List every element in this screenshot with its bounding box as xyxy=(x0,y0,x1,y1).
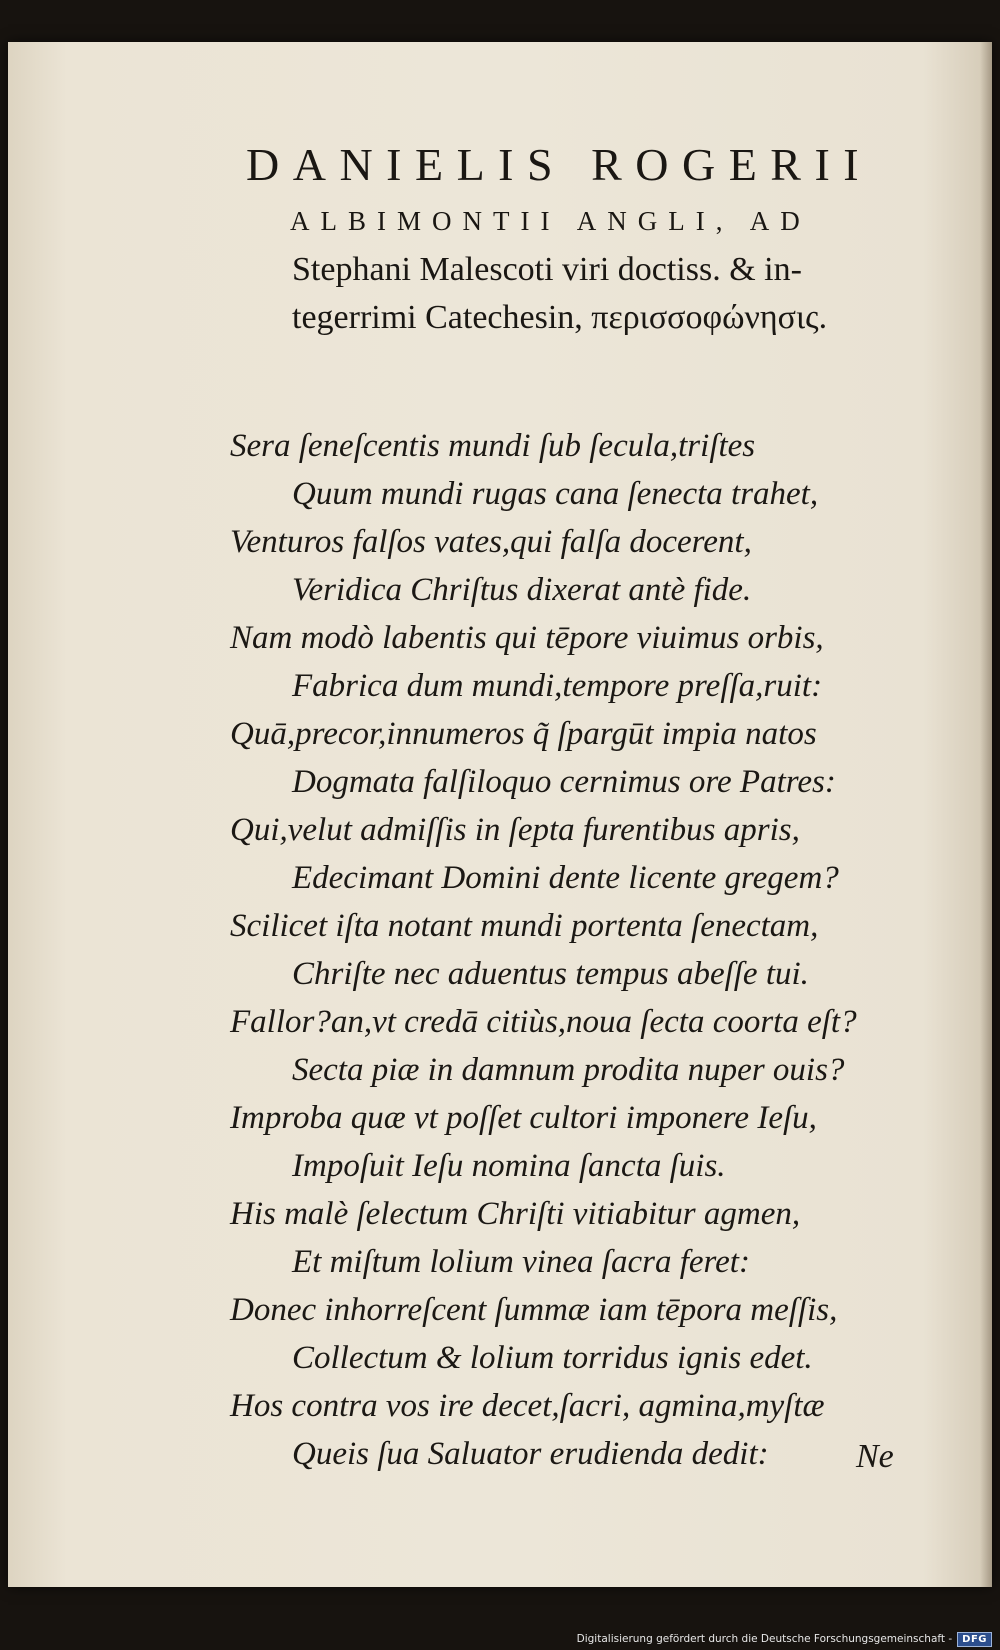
poem-line: His malè ſelectum Chriſti vitiabitur agmen, xyxy=(230,1196,801,1232)
footer-credit-text: Digitalisierung gefördert durch die Deutsche Forschungsgemeinschaft - xyxy=(576,1633,953,1645)
heading-dedication-line2: tegerrimi Catechesin, περισσοφώνησις. xyxy=(292,299,828,336)
poem-line: Fabrica dum mundi,tempore preſſa,ruit: xyxy=(292,668,823,704)
heading-author-name: DANIELIS ROGERII xyxy=(246,139,873,190)
poem-line: Queis ſua Saluator erudienda dedit: xyxy=(292,1436,769,1472)
page-heading xyxy=(246,134,926,342)
poem-line: Dogmata falſiloquo cernimus ore Patres: xyxy=(292,764,836,800)
poem-line: Sera ſeneſcentis mundi ſub ſecula,triſtes xyxy=(230,428,756,464)
dfg-logo: DFG xyxy=(957,1632,992,1647)
poem-line: Quā,precor,innumeros q̃ ſpargūt impia natos xyxy=(230,716,817,752)
catchword: Ne xyxy=(856,1438,894,1475)
poem-line: Donec inhorreſcent ſummæ iam tēpora meſſis, xyxy=(230,1292,838,1328)
poem-line: Qui,velut admiſſis in ſepta furentibus apris, xyxy=(230,812,800,848)
poem-line: Fallor?an,vt credā citiùs,noua ſecta coorta eſt? xyxy=(230,1004,857,1040)
poem-line: Impoſuit Ieſu nomina ſancta ſuis. xyxy=(292,1148,726,1184)
digitization-footer xyxy=(577,1630,992,1648)
poem-line: Scilicet iſta notant mundi portenta ſenectam, xyxy=(230,908,819,944)
book-page xyxy=(8,42,992,1587)
poem-line: Quum mundi rugas cana ſenecta trahet, xyxy=(292,476,819,512)
poem-line: Improba quæ vt poſſet cultori imponere Ieſu, xyxy=(230,1100,817,1136)
poem-line: Edecimant Domini dente licente gregem? xyxy=(292,860,839,896)
poem-line: Collectum & lolium torridus ignis edet. xyxy=(292,1340,813,1376)
poem-line: Chriſte nec aduentus tempus abeſſe tui. xyxy=(292,956,809,992)
poem-line: Secta piæ in damnum prodita nuper ouis? xyxy=(292,1052,845,1088)
poem-body xyxy=(230,422,930,1478)
heading-author-origin: ALBIMONTII ANGLI, AD xyxy=(290,206,811,236)
poem-line: Et miſtum lolium vinea ſacra feret: xyxy=(292,1244,750,1280)
page-edge-shadow xyxy=(980,42,992,1587)
poem-line: Nam modò labentis qui tēpore viuimus orbis, xyxy=(230,620,824,656)
poem-line: Veridica Chriſtus dixerat antè fide. xyxy=(292,572,752,608)
poem-line: Hos contra vos ire decet,ſacri, agmina,myſtæ xyxy=(230,1388,825,1424)
poem-line: Venturos falſos vates,qui falſa docerent, xyxy=(230,524,752,560)
heading-dedication-line1: Stephani Malescoti viri doctiss. & in- xyxy=(292,251,802,288)
